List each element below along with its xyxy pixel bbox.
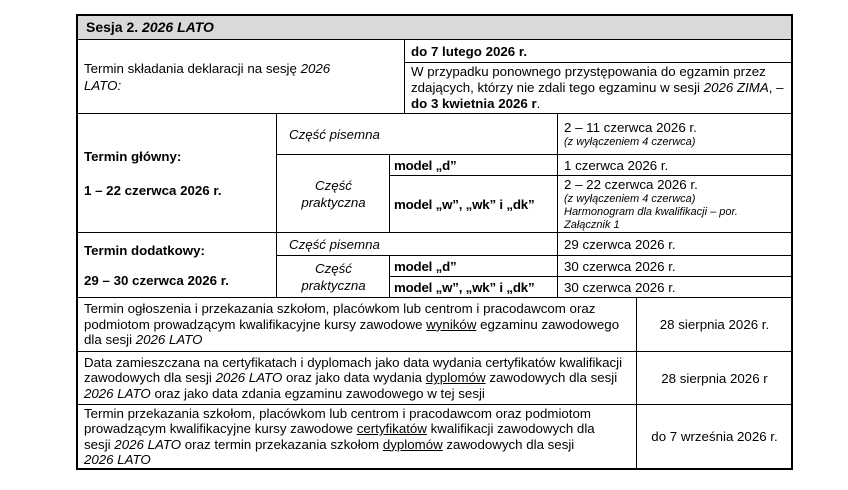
declaration-first-deadline [405, 40, 791, 63]
cert-date-text: 28 sierpnia 2026 r [661, 370, 768, 386]
declaration-label-year: 2026 [300, 60, 331, 76]
main-written-part-label [277, 114, 558, 155]
certificate-date-value [637, 352, 791, 405]
results-announcement-text [78, 298, 637, 352]
additional-term-title: Termin dodatkowy: [84, 242, 205, 258]
main-term-label [78, 114, 277, 233]
main-model-w-label [390, 176, 558, 233]
main-term-title: Termin główny: [84, 148, 182, 164]
handover-text [78, 405, 637, 468]
handover-line3-mid: oraz termin przekazania szkołom [181, 436, 383, 452]
cert-line3-end: oraz jako data zdania egzaminu zawodowego w tej sesji [150, 385, 485, 401]
additional-model-w-text: model „w”, „wk” i „dk” [394, 279, 535, 295]
retake-period: . [536, 96, 541, 111]
main-model-d-date-text: 1 czerwca 2026 r. [564, 157, 669, 173]
main-written-part-date [558, 114, 791, 155]
cert-session-name-2: 2026 LATO [84, 385, 151, 401]
exam-schedule-table [76, 14, 793, 470]
main-written-part-text: Część pisemna [289, 126, 380, 142]
main-model-w-date-note: (z wyłączeniem 4 czerwca) [564, 192, 696, 205]
handover-line3-end: zawodowych dla sesji [442, 436, 575, 452]
additional-model-w-date [558, 277, 791, 298]
certificate-date-text [78, 352, 637, 405]
main-written-date-note: (z wyłączeniem 4 czerwca) [564, 136, 696, 148]
results-date-text: 28 sierpnia 2026 r. [659, 317, 770, 332]
results-line3: dla sesji [84, 332, 136, 348]
handover-session-name-2: 2026 LATO [84, 452, 151, 467]
handover-line1: Termin przekazania szkołom, placówkom lub centrom i pracodawcom oraz podmiotom [84, 405, 591, 421]
declaration-label-session: LATO: [84, 77, 122, 93]
handover-underlined-word-2: dyplomów [382, 436, 443, 452]
results-line2: podmiotom prowadzącym kwalifikacyjne kursy zawodowe [84, 316, 427, 332]
table-header-session [78, 16, 791, 40]
cert-line2-mid: oraz jako data wydania [282, 370, 426, 386]
handover-date [637, 405, 791, 468]
results-line2-end: egzaminu zawodowego [476, 316, 620, 332]
declaration-first-deadline-date: do 7 lutego 2026 r. [411, 43, 528, 59]
additional-written-part-label [277, 233, 558, 256]
results-announcement-date [637, 298, 791, 352]
retake-deadline-date: do 3 kwietnia 2026 r [411, 96, 537, 111]
main-model-d-text: model „d” [394, 157, 457, 173]
additional-practical-part-label [277, 256, 390, 298]
results-session-name: 2026 LATO [135, 332, 203, 348]
main-term-range: 1 – 22 czerwca 2026 r. [84, 182, 222, 198]
handover-line2-end: kwalifikacji zawodowych dla [426, 421, 595, 436]
main-model-d-label [390, 155, 558, 176]
main-written-date-text: 2 – 11 czerwca 2026 r. [564, 120, 697, 135]
results-line1: Termin ogłoszenia i przekazania szkołom, placówkom lub centrom i pracodawcom oraz [84, 301, 596, 317]
additional-model-d-text: model „d” [394, 258, 457, 274]
main-model-w-text: model „w”, „wk” i „dk” [394, 196, 535, 212]
declaration-retake-deadline [405, 63, 791, 114]
handover-underlined-word-1: certyfikatów [356, 421, 427, 436]
additional-written-part-date [558, 233, 791, 256]
main-practical-part-text: Część praktyczna [301, 177, 366, 210]
main-model-w-date [558, 176, 791, 233]
additional-practical-part-text: Część praktyczna [301, 260, 366, 293]
additional-term-label [78, 233, 277, 298]
cert-session-name-1: 2026 LATO [215, 370, 283, 386]
declaration-deadline-label [78, 40, 405, 114]
additional-term-range: 29 – 30 czerwca 2026 r. [84, 272, 229, 288]
additional-model-d-label [390, 256, 558, 277]
handover-line2: prowadzącym kwalifikacyjne kursy zawodowe [84, 421, 357, 436]
cert-underlined-word: dyplomów [425, 370, 486, 386]
main-model-w-date-text: 2 – 22 czerwca 2026 r. [564, 176, 698, 192]
cert-line1: Data zamieszczana na certyfikatach i dyplomach jako data wydania certyfikatów kwalifikacji [84, 354, 623, 370]
retake-session-name: 2026 ZIMA [703, 80, 769, 95]
main-practical-part-label [277, 155, 390, 233]
additional-written-date-text: 29 czerwca 2026 r. [564, 236, 676, 252]
declaration-label-text: Termin składania deklaracji na sesję [84, 60, 301, 76]
session-title-prefix: Sesja 2. [86, 19, 143, 35]
main-model-d-date [558, 155, 791, 176]
results-underlined-word: wyników [426, 316, 477, 332]
handover-session-name-1: 2026 LATO [114, 436, 182, 452]
handover-date-text: do 7 września 2026 r. [651, 429, 778, 444]
retake-text-line2: zdających, którzy nie zdali tego egzaminu w sesji [411, 80, 704, 95]
main-model-w-date-ref: Harmonogram dla kwalifikacji – por. Załącznik 1 [564, 205, 738, 231]
retake-text-line1: W przypadku ponownego przystępowania do egzamin przez [411, 64, 766, 79]
additional-model-d-date-text: 30 czerwca 2026 r. [564, 258, 676, 274]
additional-model-d-date [558, 256, 791, 277]
session-title-name: 2026 LATO [142, 19, 214, 35]
additional-model-w-date-text: 30 czerwca 2026 r. [564, 279, 676, 295]
additional-written-part-text: Część pisemna [289, 236, 380, 252]
handover-line3: sesji [84, 436, 115, 452]
cert-line2-end: zawodowych dla sesji [485, 370, 618, 386]
additional-model-w-label [390, 277, 558, 298]
retake-text-dash: , – [768, 80, 784, 95]
cert-line2: zawodowych dla sesji [84, 370, 216, 386]
